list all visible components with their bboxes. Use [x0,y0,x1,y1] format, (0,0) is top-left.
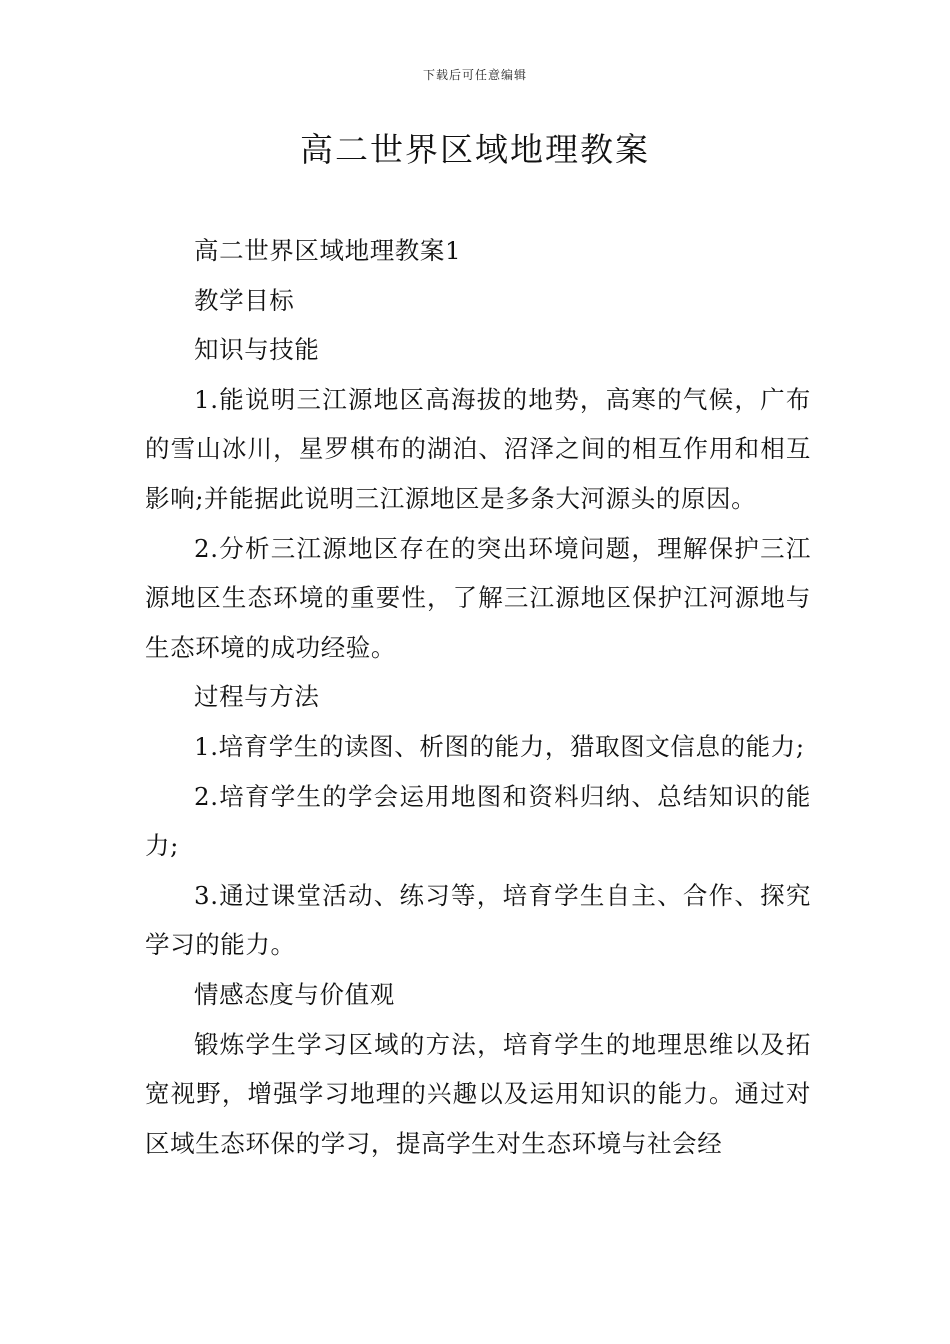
paragraph: 锻炼学生学习区域的方法，培育学生的地理思维以及拓宽视野，增强学习地理的兴趣以及运用知识的能力。通过对区域生态环保的学习，提高学生对生态环境与社会经 [145,1029,811,1158]
subsection-heading: 情感态度与价值观 [194,979,395,1009]
paragraph: 2.分析三江源地区存在的突出环境问题，理解保护三江源地区生态环境的重要性，了解三江源地区保护江河源地与生态环境的成功经验。 [145,533,811,662]
subsection-heading: 知识与技能 [194,335,320,365]
paragraph: 2.培育学生的学会运用地图和资料归纳、总结知识的能力; [145,781,811,861]
header-note: 下载后可任意编辑 [422,68,527,82]
paragraph: 1.培育学生的读图、析图的能力，猎取图文信息的能力; [194,731,805,761]
section-heading: 高二世界区域地理教案1 [194,236,462,265]
section-heading: 教学目标 [194,285,295,315]
subsection-heading: 过程与方法 [194,682,320,712]
document-body [145,226,811,1168]
document-title: 高二世界区域地理教案 [300,130,650,169]
paragraph: 3.通过课堂活动、练习等，培育学生自主、合作、探究学习的能力。 [145,880,811,960]
paragraph: 1.能说明三江源地区高海拔的地势，高寒的气候，广布的雪山冰川，星罗棋布的湖泊、沼泽之间的相互作用和相互影响;并能据此说明三江源地区是多条大河源头的原因。 [145,384,811,513]
